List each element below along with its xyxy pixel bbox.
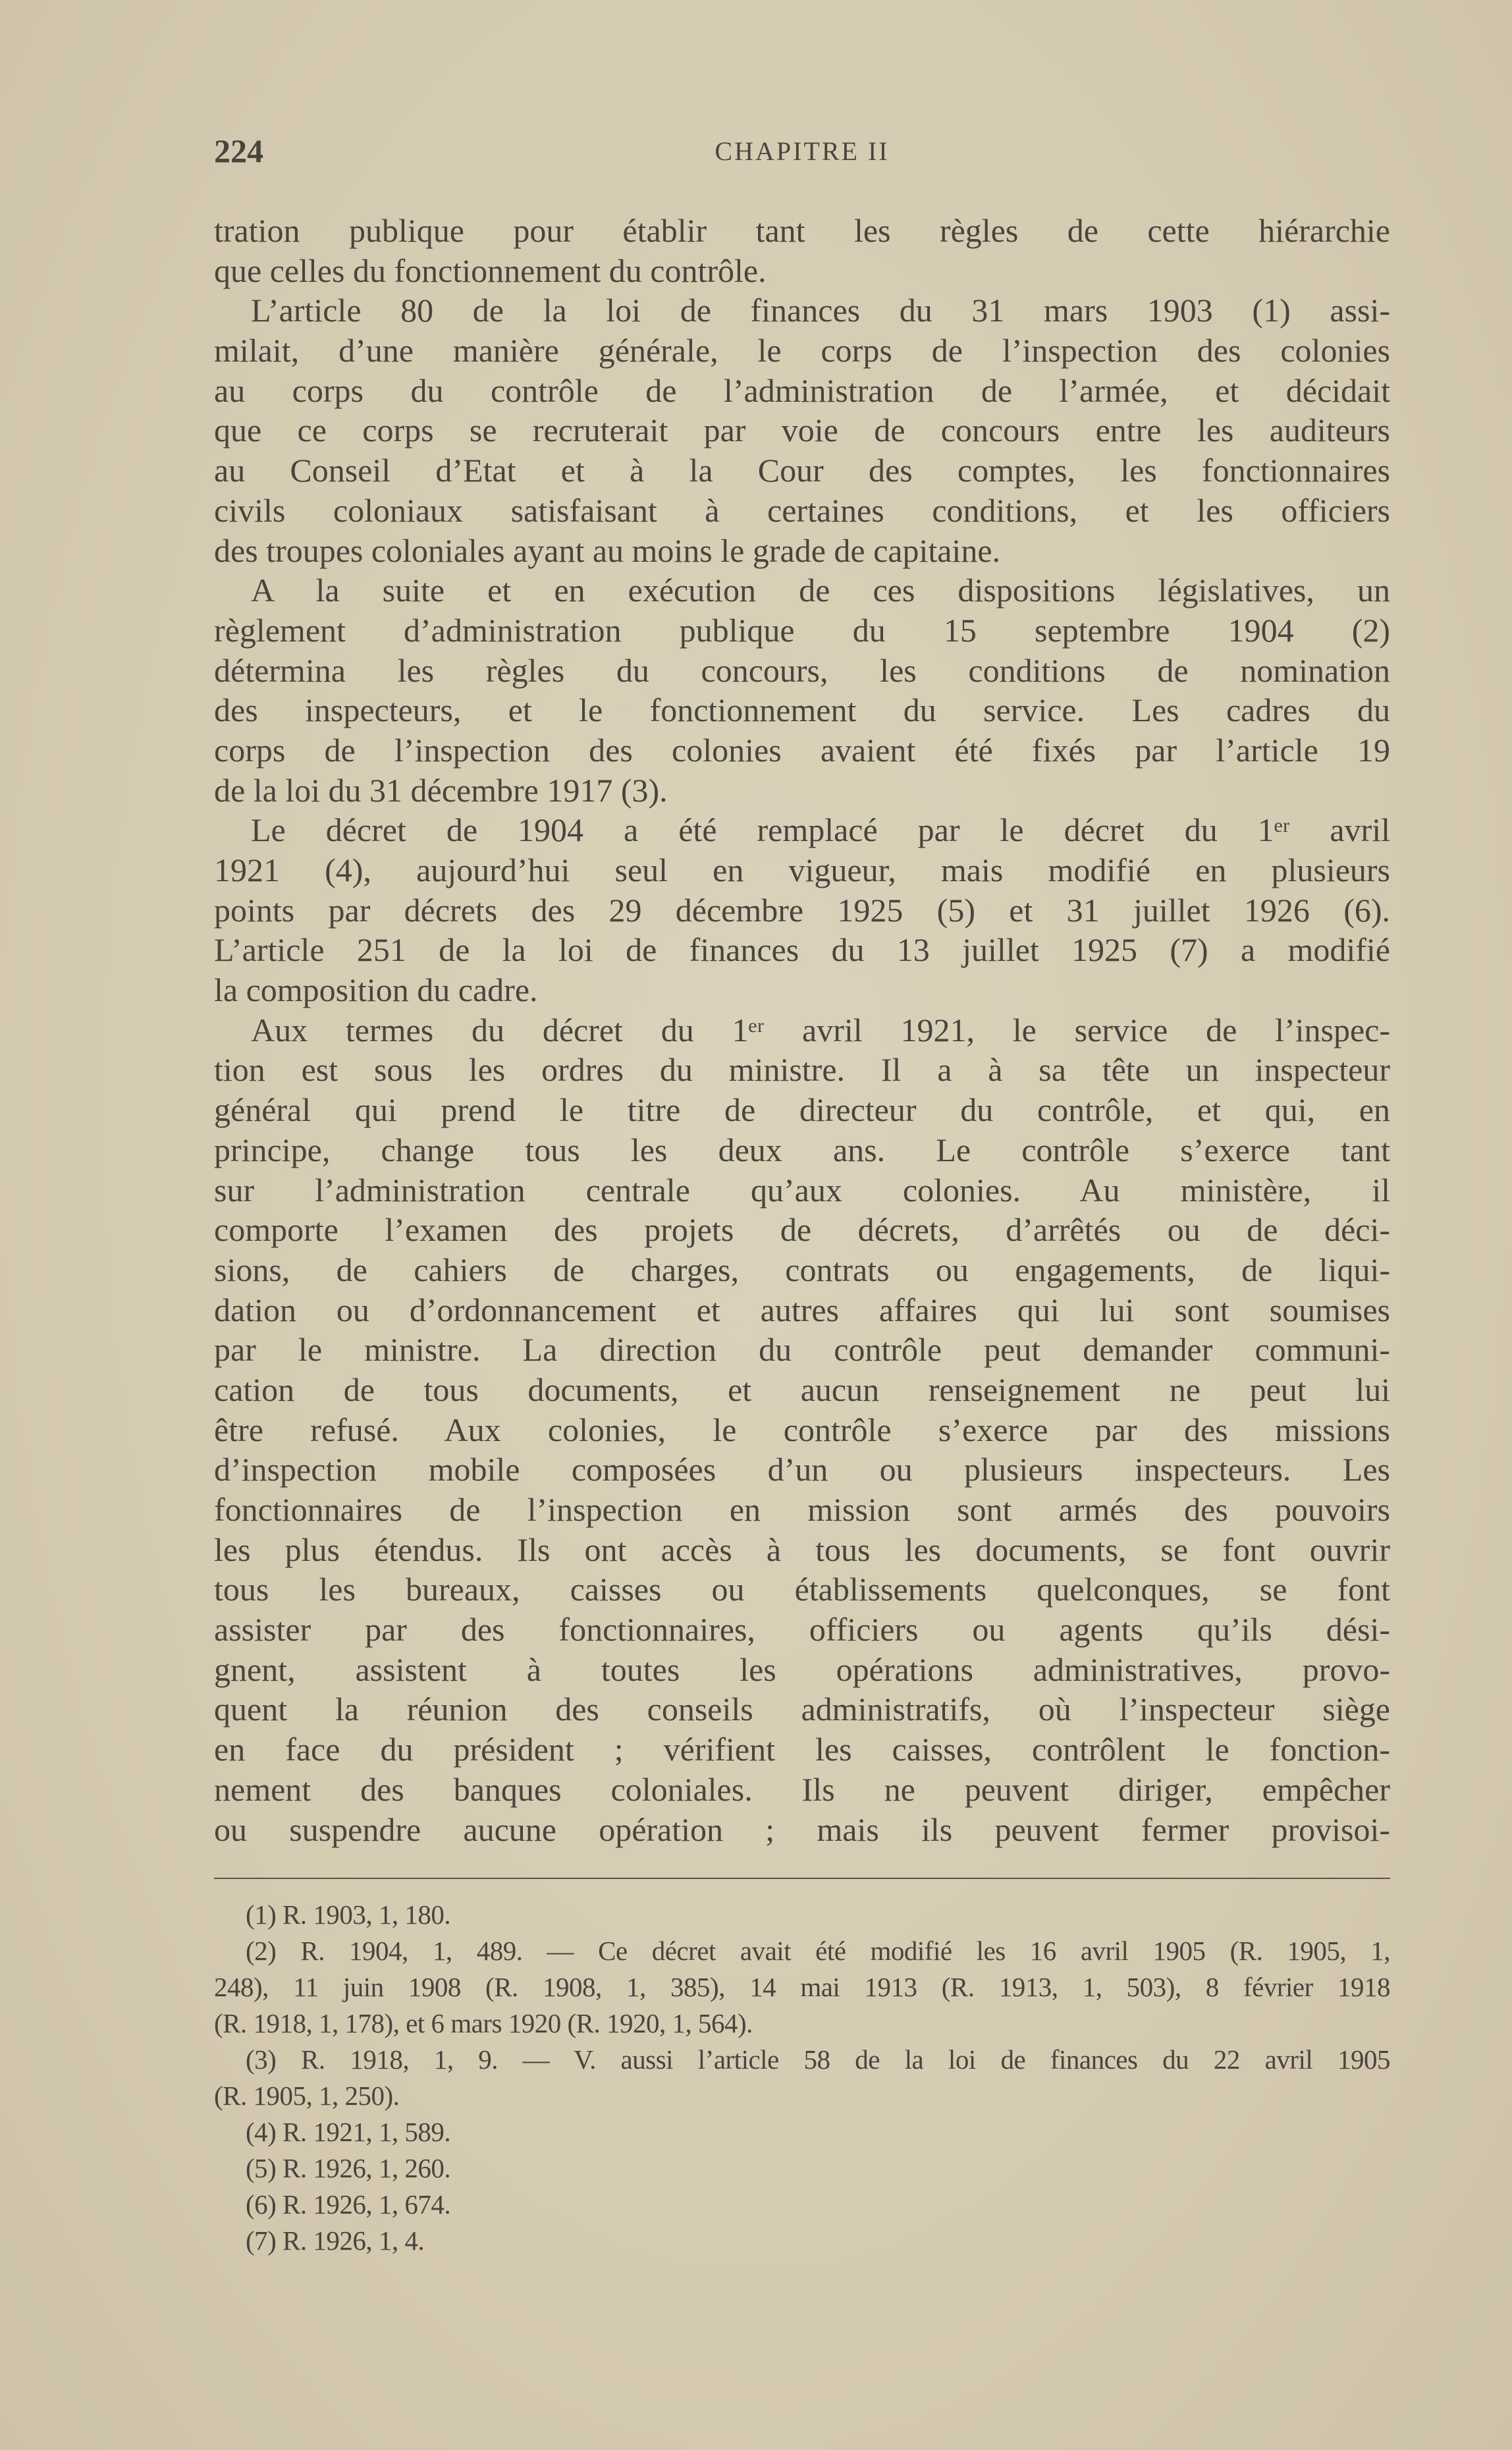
text-line: en face du président ; vérifient les caisses, contrôlent le fonction-: [214, 1731, 1390, 1768]
text-line: 1921 (4), aujourd’hui seul en vigueur, mais modifié en plusieurs: [214, 852, 1390, 888]
text-line: ou suspendre aucune opération ; mais ils peuvent fermer provisoi-: [214, 1810, 1390, 1848]
running-title: CHAPITRE II: [715, 136, 890, 166]
text-line: cation de tous documents, et aucun renseignement ne peut lui: [214, 1371, 1390, 1408]
paragraph: [214, 211, 1390, 290]
footnote: [214, 2114, 1390, 2150]
footnote-line: (6) R. 1926, 1, 674.: [246, 2189, 451, 2219]
text-line: assister par des fonctionnaires, officiers ou agents qu’ils dési-: [214, 1611, 1390, 1648]
text-line: tous les bureaux, caisses ou établissements quelconques, se font: [214, 1571, 1390, 1608]
text-line: L’article 251 de la loi de finances du 13 juillet 1925 (7) a modifié: [214, 931, 1390, 969]
footnote: [214, 2187, 1390, 2223]
footnote: [214, 2150, 1390, 2187]
text-line: au corps du contrôle de l’administration de l’armée, et décidait: [214, 371, 1390, 409]
text-line: la composition du cadre.: [214, 971, 538, 1009]
text-line: Aux termes du décret du 1ᵉʳ avril 1921, le service de l’inspec-: [251, 1011, 1390, 1048]
text-line: détermina les règles du concours, les conditions de nomination: [214, 651, 1390, 689]
text-line: dation ou d’ordonnancement et autres affaires qui lui sont soumises: [214, 1291, 1390, 1328]
text-line: corps de l’inspection des colonies avaient été fixés par l’article 19: [214, 731, 1390, 769]
text-line: comporte l’examen des projets de décrets, d’arrêtés ou de déci-: [214, 1211, 1390, 1249]
paragraph: [214, 1010, 1390, 1849]
text-line: d’inspection mobile composées d’un ou plusieurs inspecteurs. Les: [214, 1451, 1390, 1488]
body-text: [214, 211, 1390, 1849]
text-line: sur l’administration centrale qu’aux colonies. Au ministère, il: [214, 1171, 1390, 1209]
footnotes: [214, 1897, 1390, 2259]
text-line: sions, de cahiers de charges, contrats ou engagements, de liqui-: [214, 1251, 1390, 1288]
text-line: milait, d’une manière générale, le corps de l’inspection des colonies: [214, 332, 1390, 369]
footnote: [214, 2223, 1390, 2259]
footnote: [214, 1897, 1390, 1933]
text-line: de la loi du 31 décembre 1917 (3).: [214, 771, 668, 809]
text-line: par le ministre. La direction du contrôle peut demander communi-: [214, 1331, 1390, 1369]
text-line: Le décret de 1904 a été remplacé par le décret du 1ᵉʳ avril: [251, 811, 1390, 849]
text-line: les plus étendus. Ils ont accès à tous les documents, se font ouvrir: [214, 1531, 1390, 1568]
footnote-line: 248), 11 juin 1908 (R. 1908, 1, 385), 14 mai 1913 (R. 1913, 1, 503), 8 février 1918: [214, 1972, 1390, 2002]
paragraph: [214, 290, 1390, 570]
footnote-divider: [214, 1878, 1390, 1879]
footnote-line: (3) R. 1918, 1, 9. — V. aussi l’article 58 de la loi de finances du 22 avril 1905: [246, 2044, 1390, 2075]
text-line: des inspecteurs, et le fonctionnement du service. Les cadres du: [214, 692, 1390, 729]
page-number: 224: [214, 132, 263, 169]
text-line: au Conseil d’Etat et à la Cour des comptes, les fonctionnaires: [214, 452, 1390, 489]
text-line: fonctionnaires de l’inspection en mission sont armés des pouvoirs: [214, 1491, 1390, 1528]
footnote: [214, 1933, 1390, 2042]
text-line: que celles du fonctionnement du contrôle.: [214, 252, 767, 289]
footnote: [214, 2042, 1390, 2114]
text-line: civils coloniaux satisfaisant à certaines conditions, et les officiers: [214, 491, 1390, 529]
footnote-line: (1) R. 1903, 1, 180.: [246, 1899, 451, 1930]
footnote-line: (7) R. 1926, 1, 4.: [246, 2225, 425, 2256]
text-line: principe, change tous les deux ans. Le contrôle s’exerce tant: [214, 1131, 1390, 1168]
paragraph: [214, 570, 1390, 810]
footnote-line: (R. 1905, 1, 250).: [214, 2081, 400, 2111]
text-line: général qui prend le titre de directeur du contrôle, et qui, en: [214, 1091, 1390, 1129]
text-line: gnent, assistent à toutes les opérations administratives, provo-: [214, 1650, 1390, 1688]
text-line: quent la réunion des conseils administratifs, où l’inspecteur siège: [214, 1691, 1390, 1728]
paragraph: [214, 810, 1390, 1010]
text-line: A la suite et en exécution de ces dispositions législatives, un: [251, 572, 1390, 609]
text-line: tion est sous les ordres du ministre. Il a à sa tête un inspecteur: [214, 1051, 1390, 1089]
text-line: être refusé. Aux colonies, le contrôle s’exerce par des missions: [214, 1411, 1390, 1448]
footnote-line: (5) R. 1926, 1, 260.: [246, 2153, 451, 2183]
text-line: des troupes coloniales ayant au moins le grade de capitaine.: [214, 531, 1001, 569]
page-header: [214, 132, 1390, 171]
text-line: L’article 80 de la loi de finances du 31 mars 1903 (1) assi-: [251, 292, 1390, 329]
text-line: nement des banques coloniales. Ils ne peuvent diriger, empêcher: [214, 1770, 1390, 1808]
text-line: que ce corps se recruterait par voie de concours entre les auditeurs: [214, 412, 1390, 449]
footnote-line: (2) R. 1904, 1, 489. — Ce décret avait été modifié les 16 avril 1905 (R. 1905, 1,: [246, 1936, 1390, 1966]
footnote-line: (R. 1918, 1, 178), et 6 mars 1920 (R. 1920, 1, 564).: [214, 2008, 753, 2038]
text-line: règlement d’administration publique du 15 septembre 1904 (2): [214, 611, 1390, 649]
text-line: tration publique pour établir tant les règles de cette hiérarchie: [214, 212, 1390, 249]
text-line: points par décrets des 29 décembre 1925 (5) et 31 juillet 1926 (6).: [214, 891, 1390, 929]
footnote-line: (4) R. 1921, 1, 589.: [246, 2117, 451, 2147]
